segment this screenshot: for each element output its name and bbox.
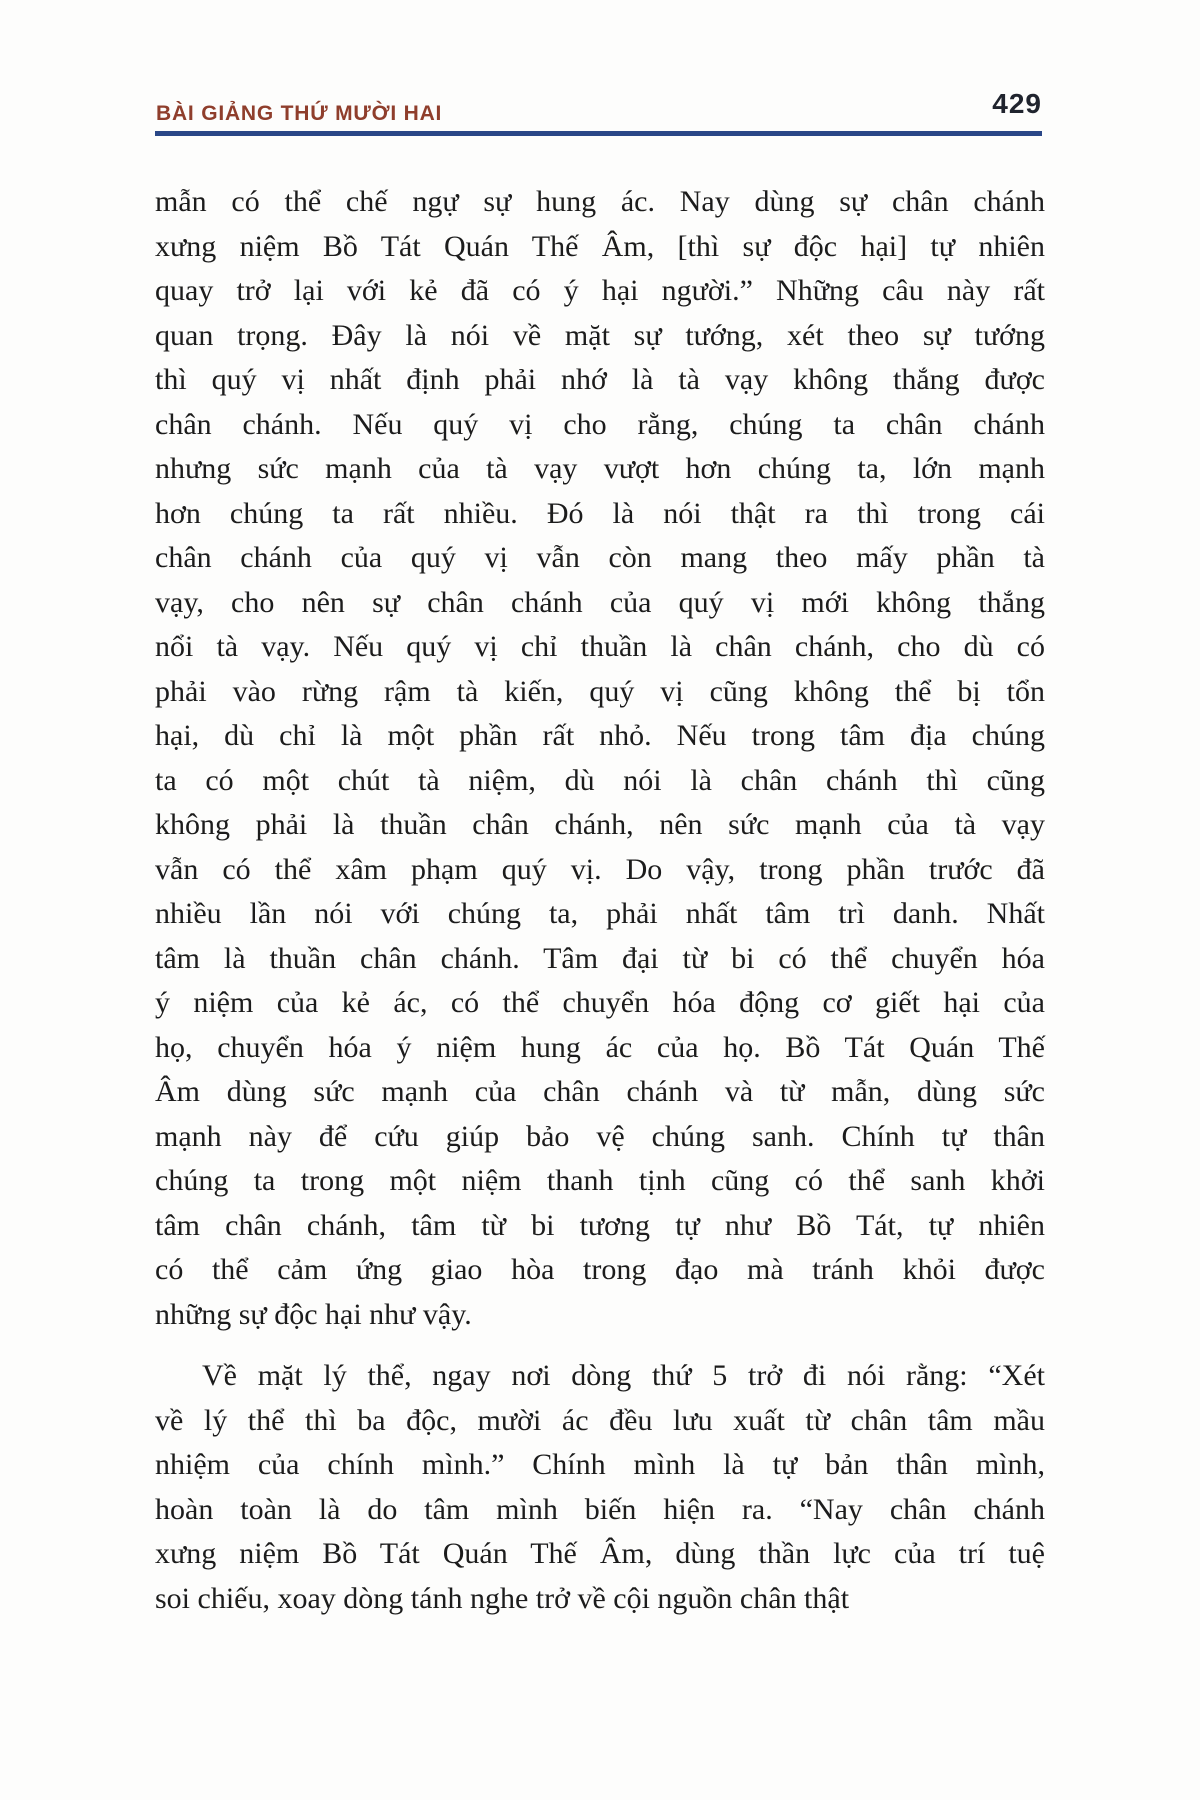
text-line: chân chánh. Nếu quý vị cho rằng, chúng ta chân chánh (155, 407, 1045, 441)
text-line: chúng ta trong một niệm thanh tịnh cũng có thể sanh khởi (155, 1164, 1045, 1197)
text-line: về lý thể thì ba độc, mười ác đều lưu xuất từ chân tâm mầu (155, 1403, 1045, 1437)
text-line: nổi tà vạy. Nếu quý vị chỉ thuần là chân chánh, cho dù có (155, 630, 1045, 663)
text-line: có thể cảm ứng giao hòa trong đạo mà tránh khỏi được (155, 1253, 1045, 1286)
text-line: hơn chúng ta rất nhiều. Đó là nói thật ra thì trong cái (155, 496, 1045, 530)
text-line: quay trở lại với kẻ đã có ý hại người.” Những câu này rất (155, 274, 1045, 307)
text-line: vạy, cho nên sự chân chánh của quý vị mới không thắng (155, 585, 1045, 619)
text-line: Âm dùng sức mạnh của chân chánh và từ mẫn, dùng sức (155, 1075, 1045, 1108)
text-line: ý niệm của kẻ ác, có thể chuyển hóa động cơ giết hại của (155, 986, 1045, 1019)
text-line: hại, dù chỉ là một phần rất nhỏ. Nếu trong tâm địa chúng (155, 719, 1045, 752)
running-header-title: BÀI GIẢNG THỨ MƯỜI HAI (156, 102, 443, 125)
page-number: 429 (992, 88, 1042, 119)
text-line: ta có một chút tà niệm, dù nói là chân chánh thì cũng (155, 763, 1045, 797)
text-line: Về mặt lý thể, ngay nơi dòng thứ 5 trở đi nói rằng: “Xét (202, 1359, 1045, 1392)
text-line: nhiệm của chính mình.” Chính mình là tự bản thân mình, (155, 1448, 1045, 1481)
text-line: mẫn có thể chế ngự sự hung ác. Nay dùng sự chân chánh (155, 185, 1045, 218)
text-line: không phải là thuần chân chánh, nên sức mạnh của tà vạy (155, 808, 1045, 841)
text-line: xưng niệm Bồ Tát Quán Thế Âm, [thì sự độc hại] tự nhiên (155, 229, 1045, 263)
text-line: họ, chuyển hóa ý niệm hung ác của họ. Bồ Tát Quán Thế (155, 1030, 1045, 1064)
text-line: phải vào rừng rậm tà kiến, quý vị cũng không thể bị tổn (155, 674, 1045, 708)
text-line: quan trọng. Đây là nói về mặt sự tướng, xét theo sự tướng (155, 318, 1045, 352)
header-rule (155, 131, 1042, 136)
text-line: nhưng sức mạnh của tà vạy vượt hơn chúng ta, lớn mạnh (155, 452, 1045, 485)
text-line: vẫn có thể xâm phạm quý vị. Do vậy, trong phần trước đã (155, 852, 1045, 886)
text-line: thì quý vị nhất định phải nhớ là tà vạy không thắng được (155, 363, 1045, 396)
text-line: tâm chân chánh, tâm từ bi tương tự như Bồ Tát, tự nhiên (155, 1208, 1045, 1242)
text-line: tâm là thuần chân chánh. Tâm đại từ bi có thể chuyển hóa (155, 941, 1045, 975)
text-line: những sự độc hại như vậy. (155, 1297, 472, 1331)
page-body-text (155, 180, 1045, 1621)
paragraph (155, 1354, 1045, 1621)
text-line: chân chánh của quý vị vẫn còn mang theo mấy phần tà (155, 541, 1045, 574)
text-line: mạnh này để cứu giúp bảo vệ chúng sanh. Chính tự thân (155, 1119, 1045, 1153)
text-line: nhiều lần nói với chúng ta, phải nhất tâm trì danh. Nhất (155, 897, 1045, 930)
text-line: hoàn toàn là do tâm mình biến hiện ra. “Nay chân chánh (155, 1492, 1045, 1526)
paragraph (155, 180, 1045, 1337)
text-line: xưng niệm Bồ Tát Quán Thế Âm, dùng thần lực của trí tuệ (155, 1537, 1045, 1570)
text-line: soi chiếu, xoay dòng tánh nghe trở về cội nguồn chân thật (155, 1581, 850, 1615)
